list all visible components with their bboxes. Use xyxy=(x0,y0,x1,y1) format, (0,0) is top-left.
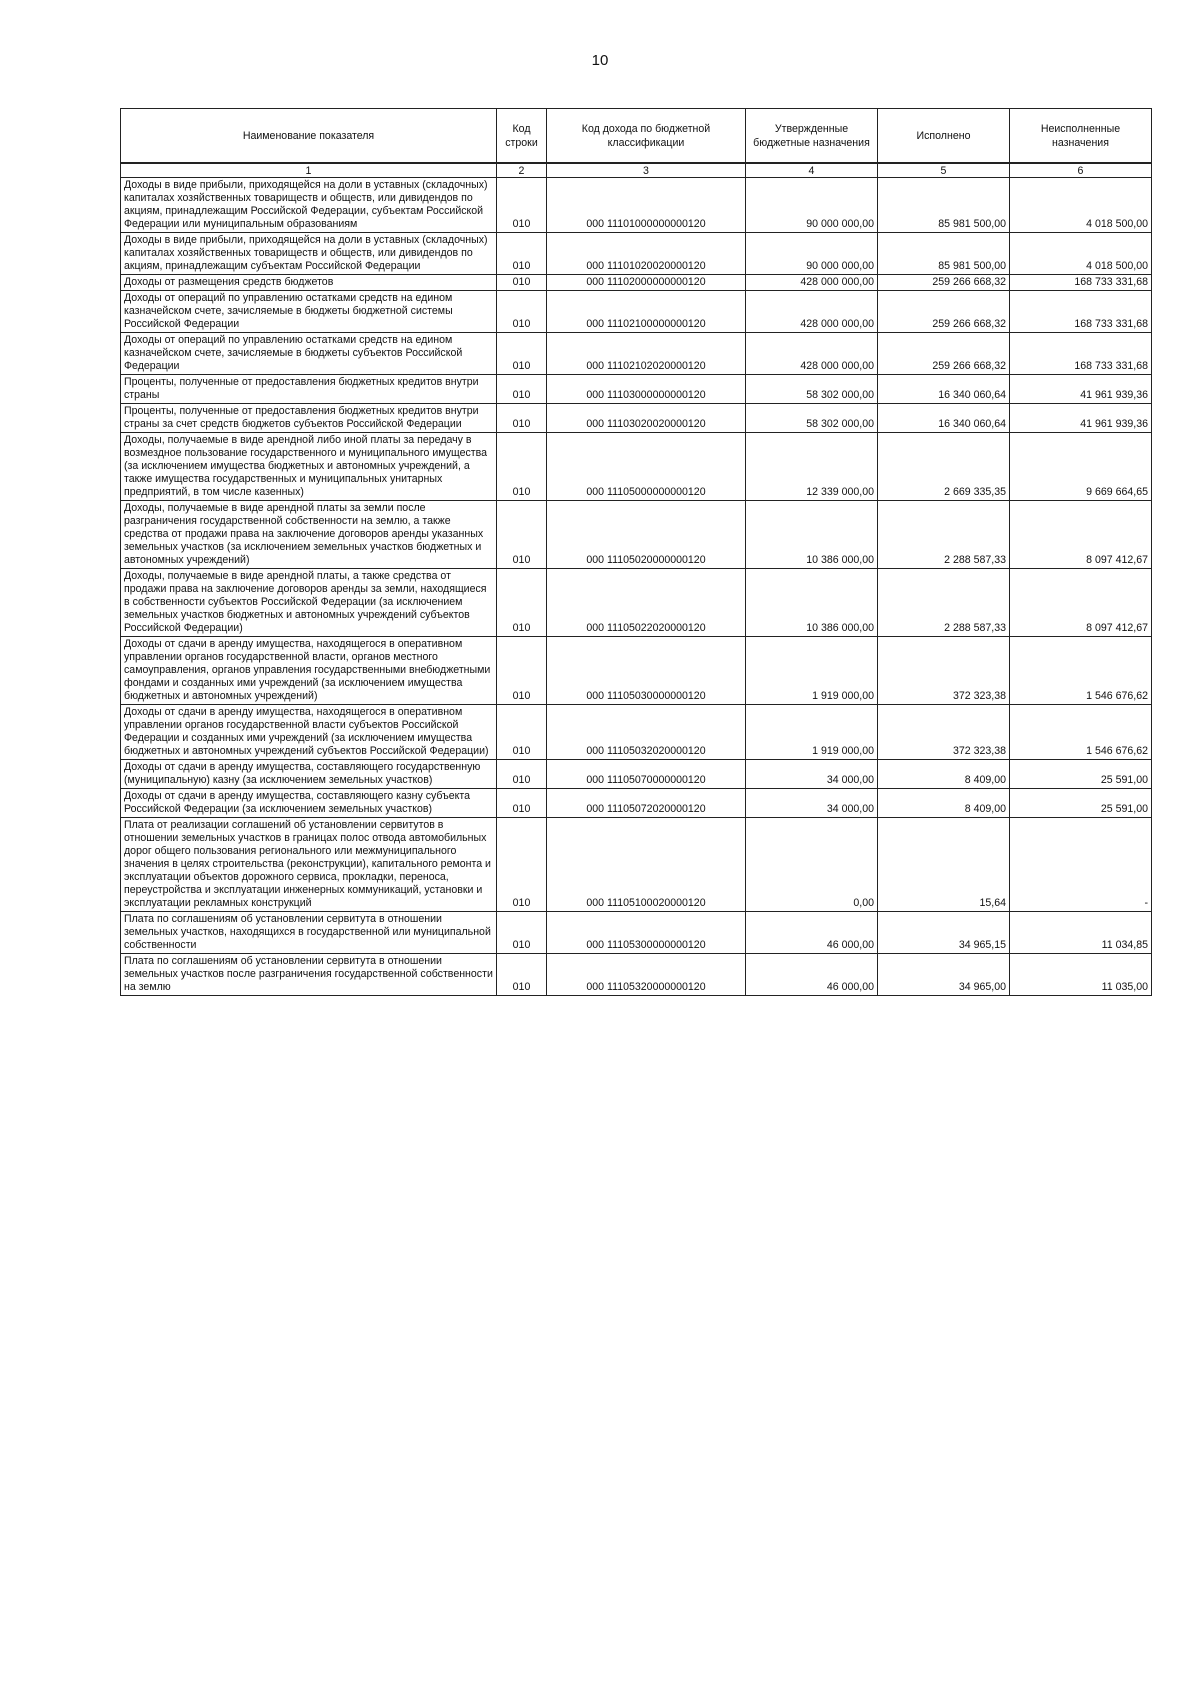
header-income-code: Код дохода по бюджетной классификации xyxy=(547,109,746,164)
indicator-name-cell: Доходы, получаемые в виде арендной платы, а также средства от продажи права на заключение договоров аренды за земли, находящиеся в собственности субъектов Российской Федерации (за исключением земельных участков бюджетных и автономных учреждений субъектов Российской Федерации) xyxy=(121,569,497,637)
approved-amount-cell: 58 302 000,00 xyxy=(746,375,878,404)
unexecuted-amount-cell: 168 733 331,68 xyxy=(1010,333,1152,375)
header-executed: Исполнено xyxy=(878,109,1010,164)
executed-amount-cell: 372 323,38 xyxy=(878,637,1010,705)
table-row xyxy=(121,291,1152,333)
page-number: 10 xyxy=(591,52,609,69)
line-code-cell: 010 xyxy=(497,912,547,954)
unexecuted-amount-cell: 11 034,85 xyxy=(1010,912,1152,954)
line-code-cell: 010 xyxy=(497,291,547,333)
header-unexecuted: Неисполненные назначения xyxy=(1010,109,1152,164)
executed-amount-cell: 2 669 335,35 xyxy=(878,433,1010,501)
executed-amount-cell: 259 266 668,32 xyxy=(878,275,1010,291)
table-row xyxy=(121,178,1152,233)
line-code-cell: 010 xyxy=(497,333,547,375)
indicator-name-cell: Доходы в виде прибыли, приходящейся на доли в уставных (складочных) капиталах хозяйственных товариществ и обществ, или дивидендов по акциям, принадлежащим субъектам Российской Федерации xyxy=(121,233,497,275)
executed-amount-cell: 259 266 668,32 xyxy=(878,333,1010,375)
table-row xyxy=(121,233,1152,275)
executed-amount-cell: 2 288 587,33 xyxy=(878,501,1010,569)
approved-amount-cell: 12 339 000,00 xyxy=(746,433,878,501)
column-number: 2 xyxy=(497,163,547,178)
income-code-cell: 000 11105032020000120 xyxy=(547,705,746,760)
table-row xyxy=(121,569,1152,637)
line-code-cell: 010 xyxy=(497,501,547,569)
line-code-cell: 010 xyxy=(497,433,547,501)
table-row xyxy=(121,501,1152,569)
approved-amount-cell: 10 386 000,00 xyxy=(746,501,878,569)
line-code-cell: 010 xyxy=(497,705,547,760)
income-code-cell: 000 11101000000000120 xyxy=(547,178,746,233)
executed-amount-cell: 8 409,00 xyxy=(878,760,1010,789)
unexecuted-amount-cell: 168 733 331,68 xyxy=(1010,291,1152,333)
executed-amount-cell: 259 266 668,32 xyxy=(878,291,1010,333)
indicator-name-cell: Плата по соглашениям об установлении сервитута в отношении земельных участков после разграничения государственной собственности на землю xyxy=(121,954,497,996)
executed-amount-cell: 372 323,38 xyxy=(878,705,1010,760)
column-number: 5 xyxy=(878,163,1010,178)
column-number: 4 xyxy=(746,163,878,178)
executed-amount-cell: 8 409,00 xyxy=(878,789,1010,818)
line-code-cell: 010 xyxy=(497,233,547,275)
executed-amount-cell: 34 965,15 xyxy=(878,912,1010,954)
income-code-cell: 000 11103000000000120 xyxy=(547,375,746,404)
approved-amount-cell: 58 302 000,00 xyxy=(746,404,878,433)
table-row xyxy=(121,275,1152,291)
approved-amount-cell: 34 000,00 xyxy=(746,789,878,818)
income-code-cell: 000 11103020020000120 xyxy=(547,404,746,433)
income-code-cell: 000 11102100000000120 xyxy=(547,291,746,333)
executed-amount-cell: 85 981 500,00 xyxy=(878,178,1010,233)
unexecuted-amount-cell: 4 018 500,00 xyxy=(1010,233,1152,275)
table-row xyxy=(121,818,1152,912)
indicator-name-cell: Доходы от размещения средств бюджетов xyxy=(121,275,497,291)
indicator-name-cell: Проценты, полученные от предоставления бюджетных кредитов внутри страны за счет средств бюджетов субъектов Российской Федерации xyxy=(121,404,497,433)
line-code-cell: 010 xyxy=(497,275,547,291)
unexecuted-amount-cell: 168 733 331,68 xyxy=(1010,275,1152,291)
table-row xyxy=(121,404,1152,433)
income-code-cell: 000 11105320000000120 xyxy=(547,954,746,996)
unexecuted-amount-cell: 25 591,00 xyxy=(1010,789,1152,818)
table-row xyxy=(121,912,1152,954)
income-code-cell: 000 11105022020000120 xyxy=(547,569,746,637)
income-code-cell: 000 11105030000000120 xyxy=(547,637,746,705)
indicator-name-cell: Доходы от сдачи в аренду имущества, составляющего государственную (муниципальную) казну (за исключением земельных участков) xyxy=(121,760,497,789)
income-code-cell: 000 11105100020000120 xyxy=(547,818,746,912)
indicator-name-cell: Доходы от сдачи в аренду имущества, находящегося в оперативном управлении органов государственной власти субъектов Российской Федерации и созданных ими учреждений (за исключением имущества бюджетных и автономных учреждений субъектов Российской Федерации) xyxy=(121,705,497,760)
line-code-cell: 010 xyxy=(497,954,547,996)
line-code-cell: 010 xyxy=(497,178,547,233)
approved-amount-cell: 90 000 000,00 xyxy=(746,178,878,233)
income-code-cell: 000 11105020000000120 xyxy=(547,501,746,569)
executed-amount-cell: 2 288 587,33 xyxy=(878,569,1010,637)
income-code-cell: 000 11102102020000120 xyxy=(547,333,746,375)
unexecuted-amount-cell: 11 035,00 xyxy=(1010,954,1152,996)
executed-amount-cell: 16 340 060,64 xyxy=(878,404,1010,433)
unexecuted-amount-cell: 9 669 664,65 xyxy=(1010,433,1152,501)
indicator-name-cell: Доходы в виде прибыли, приходящейся на доли в уставных (складочных) капиталах хозяйственных товариществ и обществ, или дивидендов по акциям, принадлежащим Российской Федерации, субъектам Российской Федерации или муниципальным образованиям xyxy=(121,178,497,233)
table-row xyxy=(121,760,1152,789)
table-row xyxy=(121,954,1152,996)
unexecuted-amount-cell: 8 097 412,67 xyxy=(1010,501,1152,569)
unexecuted-amount-cell: 41 961 939,36 xyxy=(1010,404,1152,433)
column-number: 1 xyxy=(121,163,497,178)
approved-amount-cell: 1 919 000,00 xyxy=(746,705,878,760)
header-indicator-name: Наименование показателя xyxy=(121,109,497,164)
column-number: 6 xyxy=(1010,163,1152,178)
approved-amount-cell: 90 000 000,00 xyxy=(746,233,878,275)
executed-amount-cell: 16 340 060,64 xyxy=(878,375,1010,404)
indicator-name-cell: Доходы, получаемые в виде арендной платы за земли после разграничения государственной собственности на землю, а также средства от продажи права на заключение договоров аренды указанных земельных участков (за исключением земельных участков бюджетных и автономных учреждений) xyxy=(121,501,497,569)
approved-amount-cell: 34 000,00 xyxy=(746,760,878,789)
income-code-cell: 000 11101020020000120 xyxy=(547,233,746,275)
line-code-cell: 010 xyxy=(497,375,547,404)
table-body xyxy=(121,178,1152,996)
income-report-table xyxy=(120,108,1152,996)
income-code-cell: 000 11105000000000120 xyxy=(547,433,746,501)
indicator-name-cell: Доходы, получаемые в виде арендной либо иной платы за передачу в возмездное пользование государственного и муниципального имущества (за исключением имущества бюджетных и автономных учреждений, а также имущества государственных и муниципальных унитарных предприятий, в том числе казенных) xyxy=(121,433,497,501)
executed-amount-cell: 34 965,00 xyxy=(878,954,1010,996)
approved-amount-cell: 46 000,00 xyxy=(746,954,878,996)
line-code-cell: 010 xyxy=(497,404,547,433)
table-header-row xyxy=(121,109,1152,164)
indicator-name-cell: Проценты, полученные от предоставления бюджетных кредитов внутри страны xyxy=(121,375,497,404)
table-row xyxy=(121,705,1152,760)
executed-amount-cell: 85 981 500,00 xyxy=(878,233,1010,275)
line-code-cell: 010 xyxy=(497,637,547,705)
approved-amount-cell: 0,00 xyxy=(746,818,878,912)
income-code-cell: 000 11102000000000120 xyxy=(547,275,746,291)
income-code-cell: 000 11105070000000120 xyxy=(547,760,746,789)
table-row xyxy=(121,637,1152,705)
indicator-name-cell: Плата от реализации соглашений об установлении сервитутов в отношении земельных участков в границах полос отвода автомобильных дорог общего пользования регионального или межмуниципального значения в целях строительства (реконструкции), капитального ремонта и эксплуатации объектов дорожного сервиса, прокладки, переноса, переустройства и эксплуатации инженерных коммуникаций, установки и эксплуатации рекламных конструкций xyxy=(121,818,497,912)
approved-amount-cell: 428 000 000,00 xyxy=(746,275,878,291)
unexecuted-amount-cell: 8 097 412,67 xyxy=(1010,569,1152,637)
indicator-name-cell: Доходы от сдачи в аренду имущества, составляющего казну субъекта Российской Федерации (за исключением земельных участков) xyxy=(121,789,497,818)
indicator-name-cell: Доходы от сдачи в аренду имущества, находящегося в оперативном управлении органов государственной власти, органов местного самоуправления, органов управления государственными внебюджетными фондами и созданных ими учреждений (за исключением имущества бюджетных и автономных учреждений) xyxy=(121,637,497,705)
header-line-code: Код строки xyxy=(497,109,547,164)
line-code-cell: 010 xyxy=(497,760,547,789)
income-code-cell: 000 11105300000000120 xyxy=(547,912,746,954)
approved-amount-cell: 428 000 000,00 xyxy=(746,291,878,333)
line-code-cell: 010 xyxy=(497,569,547,637)
indicator-name-cell: Доходы от операций по управлению остатками средств на едином казначейском счете, зачисляемые в бюджеты субъектов Российской Федерации xyxy=(121,333,497,375)
unexecuted-amount-cell: 1 546 676,62 xyxy=(1010,637,1152,705)
column-number-row xyxy=(121,163,1152,178)
approved-amount-cell: 1 919 000,00 xyxy=(746,637,878,705)
unexecuted-amount-cell: 1 546 676,62 xyxy=(1010,705,1152,760)
header-approved: Утвержденные бюджетные назначения xyxy=(746,109,878,164)
table-row xyxy=(121,789,1152,818)
line-code-cell: 010 xyxy=(497,818,547,912)
unexecuted-amount-cell: - xyxy=(1010,818,1152,912)
line-code-cell: 010 xyxy=(497,789,547,818)
unexecuted-amount-cell: 25 591,00 xyxy=(1010,760,1152,789)
executed-amount-cell: 15,64 xyxy=(878,818,1010,912)
unexecuted-amount-cell: 41 961 939,36 xyxy=(1010,375,1152,404)
indicator-name-cell: Доходы от операций по управлению остатками средств на едином казначейском счете, зачисляемые в бюджеты бюджетной системы Российской Федерации xyxy=(121,291,497,333)
table-row xyxy=(121,433,1152,501)
column-number: 3 xyxy=(547,163,746,178)
unexecuted-amount-cell: 4 018 500,00 xyxy=(1010,178,1152,233)
table-row xyxy=(121,333,1152,375)
indicator-name-cell: Плата по соглашениям об установлении сервитута в отношении земельных участков, находящихся в государственной или муниципальной собственности xyxy=(121,912,497,954)
approved-amount-cell: 428 000 000,00 xyxy=(746,333,878,375)
approved-amount-cell: 10 386 000,00 xyxy=(746,569,878,637)
table-row xyxy=(121,375,1152,404)
approved-amount-cell: 46 000,00 xyxy=(746,912,878,954)
income-code-cell: 000 11105072020000120 xyxy=(547,789,746,818)
